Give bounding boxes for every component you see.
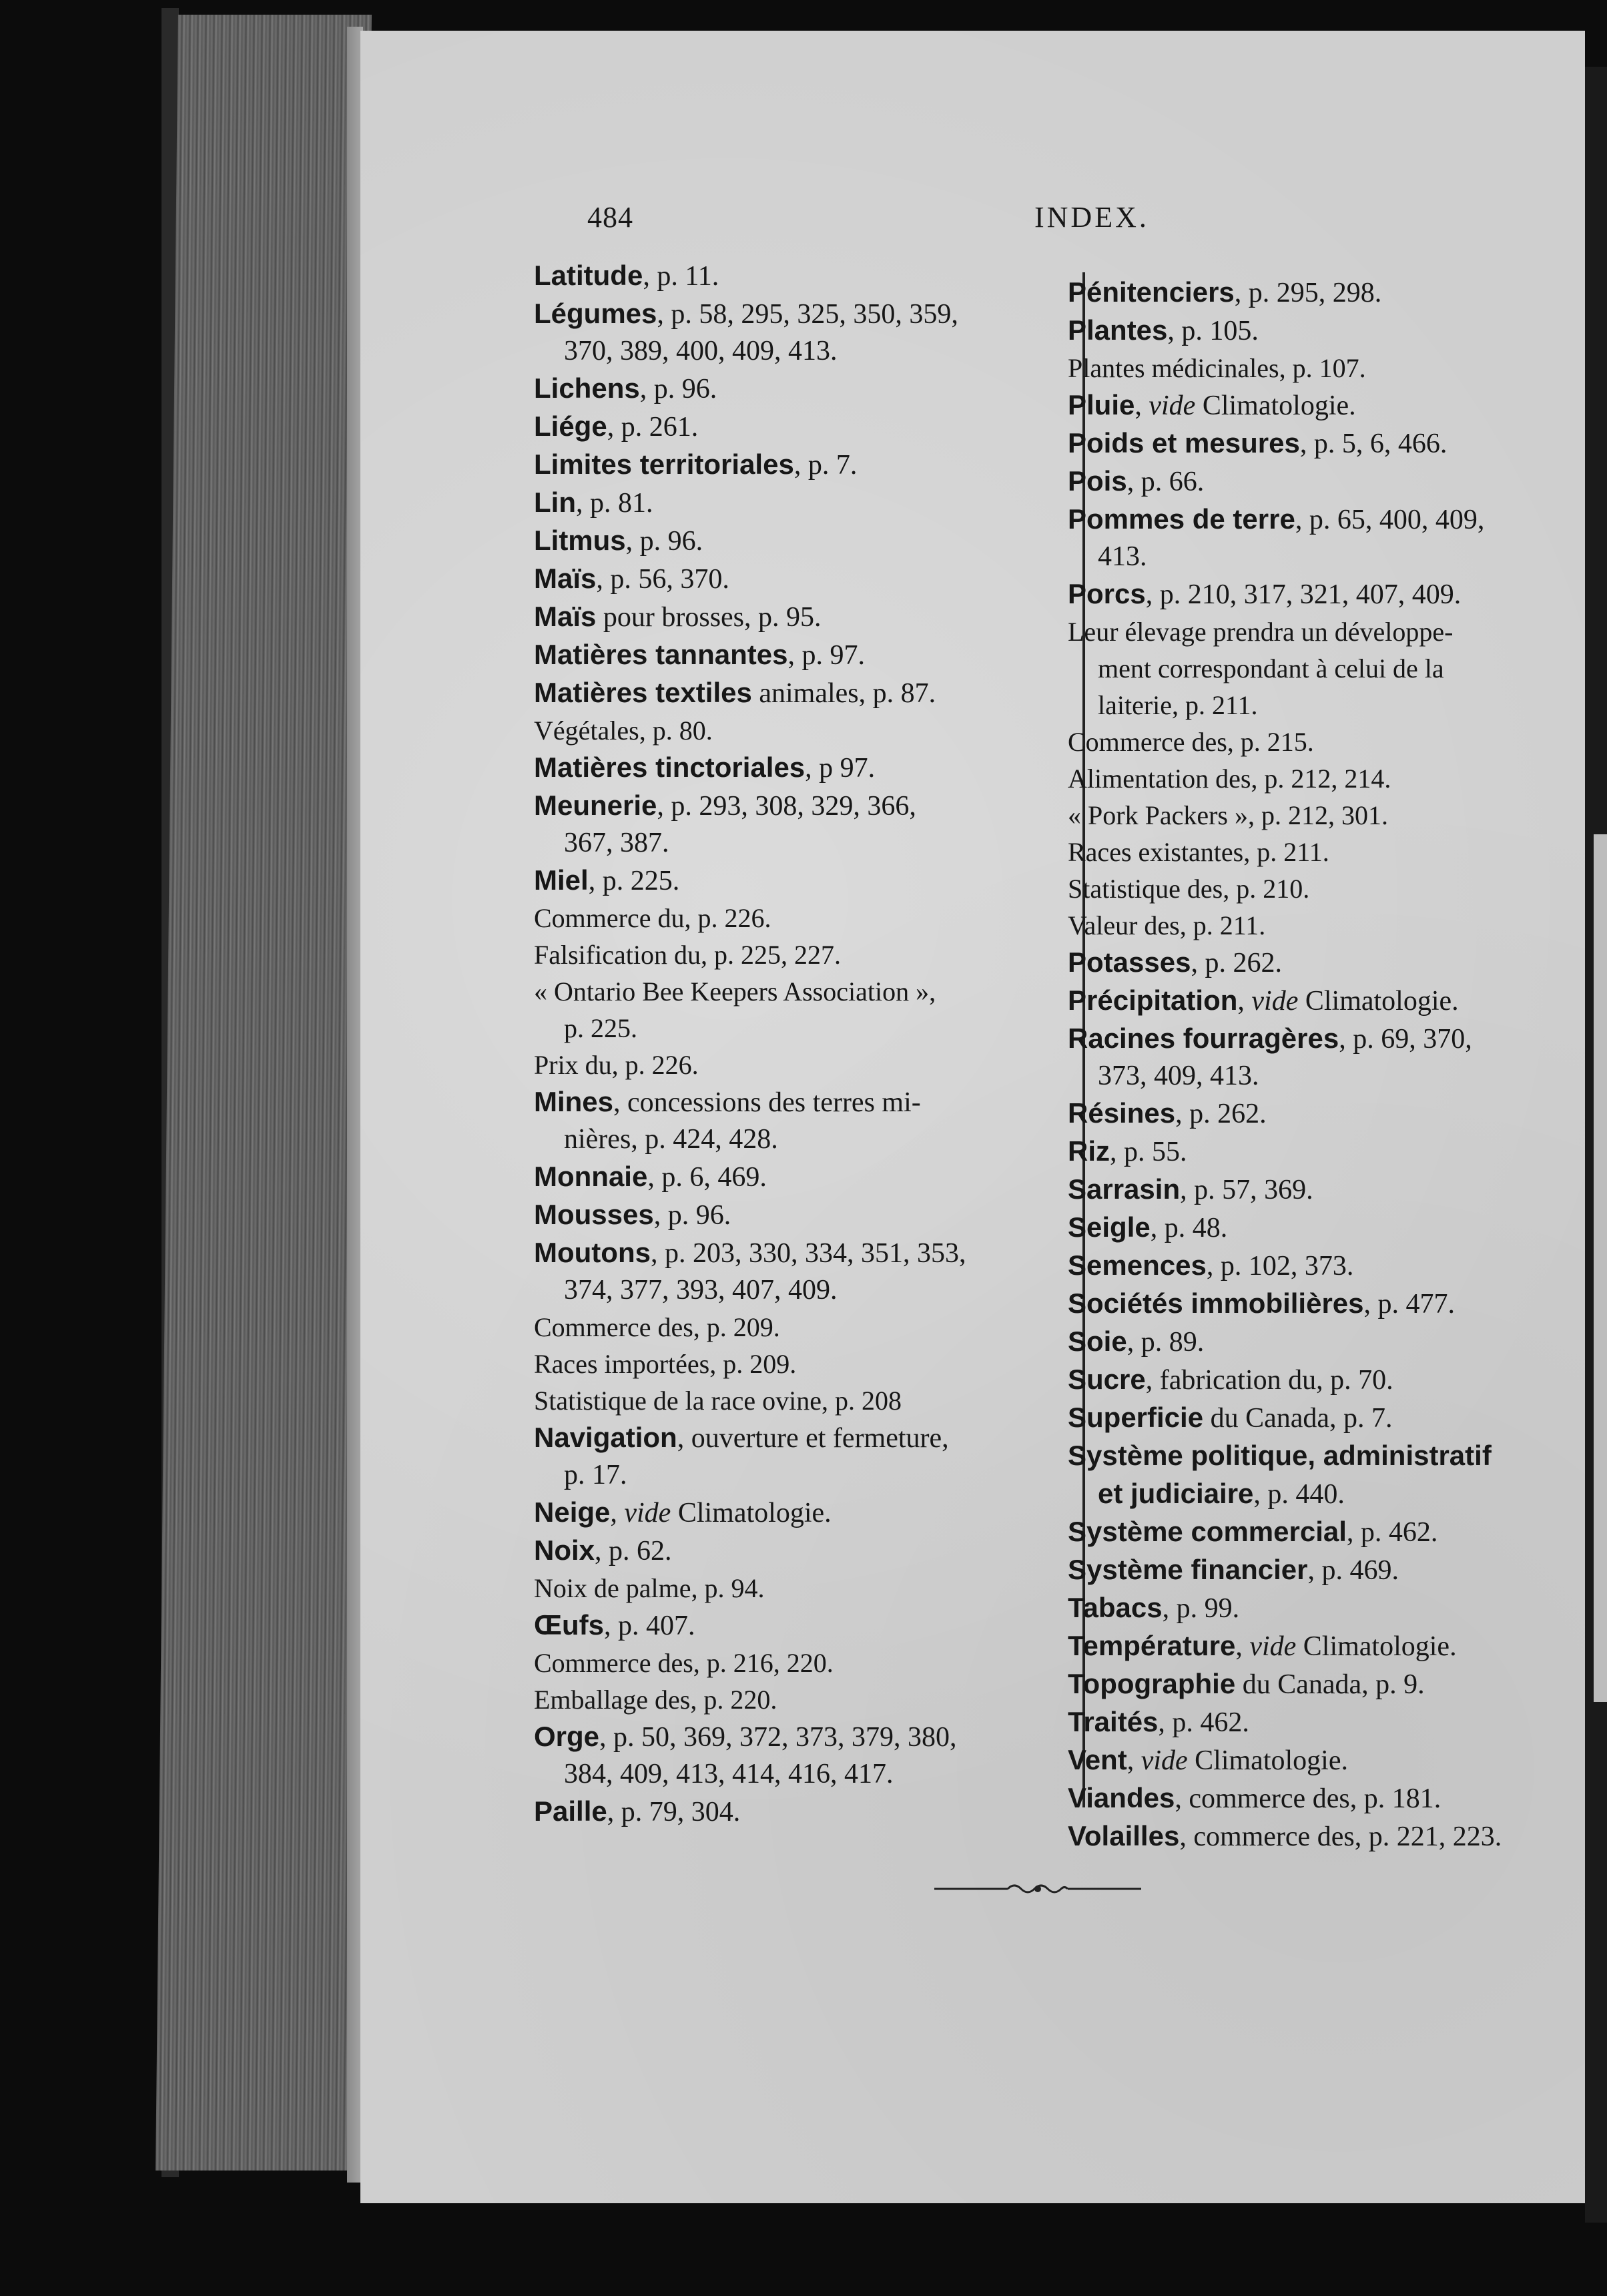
index-continuation: 373, 409, 413. [1098, 1061, 1259, 1091]
index-reference: , p. 262. [1191, 948, 1282, 978]
index-subentry: Commerce des, p. 216, 220. [534, 1648, 834, 1678]
index-entry [534, 1419, 1041, 1494]
index-keyword: Mines [534, 1086, 614, 1117]
index-keyword: Topographie [1068, 1668, 1236, 1699]
index-keyword: Orge [534, 1721, 600, 1752]
index-entry [1068, 350, 1582, 386]
index-reference: , p. 11. [643, 261, 719, 292]
index-entry [1068, 1020, 1582, 1095]
index-entry [534, 446, 1041, 484]
index-keyword: Monnaie [534, 1161, 648, 1192]
index-see-reference: vide [1141, 1745, 1188, 1776]
index-subentry: Statistique des, p. 210. [1068, 874, 1310, 904]
index-keyword: Lichens [534, 372, 640, 404]
index-entry [1068, 797, 1582, 834]
index-reference: , p. 6, 469. [647, 1162, 767, 1193]
index-entry [1068, 424, 1582, 463]
index-reference: , p. 50, 369, 372, 373, 379, 380, [599, 1722, 957, 1753]
index-reference: , p. 48. [1150, 1213, 1228, 1243]
index-entry [534, 1494, 1041, 1532]
index-reference: , p. 65, 400, 409, [1295, 505, 1485, 535]
index-entry [534, 257, 1041, 295]
index-reference: , p. 89. [1127, 1327, 1205, 1358]
index-keyword: Matières tinctoriales [534, 752, 806, 783]
index-entry [534, 1234, 1041, 1309]
index-entry [534, 1047, 1041, 1083]
index-entry [1068, 1171, 1582, 1209]
index-entry [1068, 1437, 1582, 1513]
index-reference-tail: Climatologie. [1187, 1745, 1348, 1776]
index-reference: , p. 56, 370. [596, 564, 729, 595]
index-reference: du Canada, p. 9. [1235, 1669, 1425, 1700]
index-entry [1068, 1323, 1582, 1361]
index-keyword: Viandes [1068, 1782, 1175, 1813]
index-reference: , p. 62. [595, 1536, 672, 1566]
index-continuation: ment correspondant à celui de la [1098, 653, 1444, 683]
index-keyword: Vent [1068, 1744, 1127, 1775]
index-entry [1068, 870, 1582, 907]
index-keyword: Plantes [1068, 314, 1168, 346]
index-entry [1068, 1247, 1582, 1285]
index-reference: du Canada, p. 7. [1203, 1403, 1393, 1434]
index-entry [534, 484, 1041, 522]
index-keyword: Maïs [534, 563, 597, 594]
index-keyword: Légumes [534, 298, 657, 329]
index-entry [1068, 575, 1582, 613]
index-entry [534, 1645, 1041, 1681]
index-keyword: Neige [534, 1496, 611, 1528]
index-see-reference: vide [1251, 986, 1299, 1017]
index-keyword: Système commercial [1068, 1516, 1347, 1547]
index-entry [534, 1346, 1041, 1382]
index-keyword: Noix [534, 1534, 595, 1566]
index-reference: , p. 203, 330, 334, 351, 353, [650, 1238, 966, 1269]
index-subentry: Valeur des, p. 211. [1068, 910, 1266, 940]
index-entry [534, 900, 1041, 936]
index-entry [1068, 944, 1582, 982]
index-subentry: « Ontario Bee Keepers Association », [534, 976, 936, 1007]
index-reference: , p. 99. [1162, 1593, 1240, 1624]
index-reference: , p. 57, 369. [1180, 1175, 1313, 1205]
index-keyword: Œufs [534, 1609, 604, 1641]
index-entry [1068, 274, 1582, 312]
index-subentry: Commerce des, p. 215. [1068, 727, 1314, 757]
index-reference-tail: Climatologie. [1298, 986, 1459, 1017]
index-see-reference: vide [1149, 390, 1196, 421]
index-keyword: Traités [1068, 1706, 1159, 1737]
index-keyword: Résines [1068, 1097, 1176, 1129]
index-reference: , [1237, 986, 1252, 1017]
index-reference: pour brosses, p. 95. [596, 602, 822, 633]
index-reference: , [1127, 1745, 1141, 1776]
index-reference: , p. 225. [588, 866, 680, 896]
index-keyword: Matières tannantes [534, 639, 788, 670]
index-keyword: et judiciaire [1098, 1478, 1254, 1509]
index-keyword: Semences [1068, 1249, 1207, 1281]
index-entry [1068, 1513, 1582, 1551]
index-continuation: 370, 389, 400, 409, 413. [564, 336, 838, 366]
index-reference-tail: Climatologie. [1296, 1631, 1457, 1662]
index-continuation: p. 17. [564, 1460, 627, 1490]
index-entry [1068, 312, 1582, 350]
index-reference: , p. 5, 6, 466. [1299, 428, 1448, 459]
index-continuation: laiterie, p. 211. [1098, 690, 1258, 720]
index-reference: , p. 79, 304. [607, 1797, 741, 1827]
index-keyword: Miel [534, 864, 589, 896]
index-keyword: Précipitation [1068, 984, 1238, 1016]
index-entry [534, 712, 1041, 749]
index-subentry: « Pork Packers », p. 212, 301. [1068, 800, 1388, 830]
index-keyword: Meunerie [534, 790, 657, 821]
index-keyword: Matières textiles [534, 677, 752, 708]
index-reference: , p. 440. [1253, 1479, 1345, 1510]
index-entry [534, 749, 1041, 787]
index-entry [534, 522, 1041, 560]
index-keyword: Système politique, administratif [1068, 1440, 1492, 1471]
index-continuation: 413. [1098, 541, 1147, 572]
index-keyword: Système financier [1068, 1554, 1308, 1585]
index-reference: , fabrication du, p. 70. [1145, 1365, 1393, 1396]
index-entry [1068, 1589, 1582, 1627]
index-reference: , p. 81. [575, 488, 653, 519]
index-continuation: 367, 387. [564, 828, 669, 858]
index-keyword: Limites territoriales [534, 449, 794, 480]
index-keyword: Racines fourragères [1068, 1023, 1339, 1054]
index-subentry: Races existantes, p. 211. [1068, 837, 1329, 867]
index-reference: , p. 407. [604, 1611, 695, 1641]
next-page-strip [1594, 834, 1607, 1702]
index-keyword: Riz [1068, 1135, 1110, 1167]
index-reference: , p. 105. [1167, 316, 1259, 346]
index-entry [1068, 982, 1582, 1020]
index-entry [534, 787, 1041, 862]
index-keyword: Potasses [1068, 946, 1191, 978]
index-entry [1068, 907, 1582, 944]
index-keyword: Volailles [1068, 1820, 1180, 1851]
index-entry [534, 1681, 1041, 1718]
index-entry [534, 973, 1041, 1047]
index-subentry: Plantes médicinales, p. 107. [1068, 353, 1366, 383]
index-reference: , p 97. [805, 753, 876, 784]
index-entry [1068, 1361, 1582, 1399]
index-reference: , p. 96. [639, 374, 717, 404]
index-reference: , p. 462. [1158, 1707, 1249, 1738]
index-keyword: Superficie [1068, 1402, 1204, 1433]
index-subentry: Noix de palme, p. 94. [534, 1573, 765, 1603]
index-entry [1068, 613, 1582, 724]
index-keyword: Tabacs [1068, 1592, 1163, 1623]
index-continuation [1068, 1475, 1582, 1513]
index-reference: , p. 210, 317, 321, 407, 409. [1145, 579, 1462, 610]
index-continuation: 374, 377, 393, 407, 409. [564, 1275, 838, 1306]
index-reference-tail: Climatologie. [671, 1498, 832, 1528]
index-entry [534, 1793, 1041, 1831]
index-entry [1068, 1551, 1582, 1589]
index-entry [534, 1718, 1041, 1793]
index-entry [1068, 1133, 1582, 1171]
index-reference-tail: Climatologie. [1195, 390, 1356, 421]
index-reference: , commerce des, p. 221, 223. [1179, 1821, 1502, 1852]
index-reference: , p. 66. [1127, 467, 1205, 497]
index-entry [534, 1532, 1041, 1570]
index-entry [1068, 1399, 1582, 1437]
index-entry [534, 598, 1041, 636]
index-entry [1068, 1665, 1582, 1703]
end-ornament-icon [934, 1881, 1141, 1897]
index-reference: , p. 293, 308, 329, 366, [657, 791, 916, 822]
index-keyword: Lin [534, 487, 576, 518]
index-subentry: Végétales, p. 80. [534, 715, 713, 746]
index-keyword: Maïs [534, 601, 597, 632]
index-entry [534, 674, 1041, 712]
index-reference: , p. 261. [607, 412, 699, 443]
index-reference: , p. 96. [625, 526, 703, 557]
index-entry [534, 560, 1041, 598]
index-entry [1068, 760, 1582, 797]
index-see-reference: vide [624, 1498, 671, 1528]
index-keyword: Latitude [534, 260, 643, 291]
index-keyword: Seigle [1068, 1211, 1151, 1243]
index-continuation: nières, p. 424, 428. [564, 1124, 778, 1155]
index-reference: , p. 102, 373. [1206, 1251, 1354, 1281]
index-entry [1068, 501, 1582, 575]
index-see-reference: vide [1249, 1631, 1297, 1662]
index-keyword: Sucre [1068, 1364, 1146, 1395]
index-entry [534, 1083, 1041, 1158]
index-subentry: Commerce des, p. 209. [534, 1312, 780, 1342]
index-entry [534, 1570, 1041, 1607]
index-reference: , p. 55. [1110, 1137, 1187, 1167]
index-keyword: Température [1068, 1630, 1236, 1661]
index-entry [534, 1158, 1041, 1196]
index-keyword: Navigation [534, 1422, 677, 1453]
index-keyword: Sociétés immobilières [1068, 1287, 1364, 1319]
index-entry [534, 295, 1041, 370]
index-entry [1068, 1703, 1582, 1741]
index-subentry: Prix du, p. 226. [534, 1050, 699, 1080]
index-entry [1068, 1209, 1582, 1247]
index-entry [1068, 1095, 1582, 1133]
index-keyword: Soie [1068, 1326, 1127, 1357]
index-entry [534, 1607, 1041, 1645]
index-continuation: 384, 409, 413, 414, 416, 417. [564, 1759, 894, 1789]
index-keyword: Paille [534, 1795, 607, 1827]
index-reference: , p. 7. [793, 450, 858, 481]
index-keyword: Liége [534, 410, 607, 442]
index-entry [1068, 834, 1582, 870]
index-column-right [1068, 274, 1582, 1855]
index-column-left [534, 257, 1041, 1831]
index-reference: , p. 69, 370, [1339, 1024, 1472, 1055]
index-subentry: Leur élevage prendra un développe- [1068, 617, 1454, 647]
index-entry [1068, 1779, 1582, 1817]
index-entry [534, 862, 1041, 900]
index-reference: , commerce des, p. 181. [1175, 1783, 1441, 1814]
index-keyword: Pommes de terre [1068, 503, 1295, 535]
index-entry [534, 370, 1041, 408]
index-reference: , ouverture et fermeture, [677, 1423, 949, 1454]
index-keyword: Litmus [534, 525, 626, 556]
index-entry [1068, 386, 1582, 424]
index-entry [1068, 1817, 1582, 1855]
index-subentry: Statistique de la race ovine, p. 208 [534, 1386, 902, 1416]
index-subentry: Commerce du, p. 226. [534, 903, 771, 933]
index-subentry: Falsification du, p. 225, 227. [534, 940, 841, 970]
page-stack-edge [155, 15, 372, 2171]
index-entry [1068, 724, 1582, 760]
index-reference: , p. 295, 298. [1234, 278, 1382, 308]
index-entry [534, 1196, 1041, 1234]
index-subentry: Races importées, p. 209. [534, 1349, 797, 1379]
index-reference: , p. 462. [1346, 1517, 1438, 1548]
index-keyword: Pois [1068, 465, 1127, 497]
index-reference: , p. 97. [787, 640, 865, 671]
page-number: 484 [587, 201, 633, 234]
index-reference: , concessions des terres mi- [613, 1087, 921, 1118]
index-entry [534, 408, 1041, 446]
index-reference: , p. 58, 295, 325, 350, 359, [657, 299, 958, 330]
index-entry [1068, 1627, 1582, 1665]
index-reference: , [610, 1498, 625, 1528]
index-reference: animales, p. 87. [751, 678, 936, 709]
index-entry [1068, 463, 1582, 501]
index-continuation: p. 225. [564, 1013, 637, 1043]
index-reference: , p. 469. [1307, 1555, 1399, 1586]
index-keyword: Pénitenciers [1068, 276, 1235, 308]
index-entry [534, 1382, 1041, 1419]
index-subentry: Alimentation des, p. 212, 214. [1068, 764, 1391, 794]
running-head: INDEX. [1034, 201, 1149, 234]
index-reference: , p. 96. [653, 1200, 731, 1231]
index-reference: , p. 477. [1363, 1289, 1456, 1320]
index-keyword: Mousses [534, 1199, 654, 1230]
index-reference: , [1235, 1631, 1250, 1662]
index-entry [1068, 1285, 1582, 1323]
index-entry [534, 936, 1041, 973]
index-entry [1068, 1741, 1582, 1779]
index-keyword: Moutons [534, 1237, 651, 1268]
index-keyword: Porcs [1068, 578, 1146, 609]
index-keyword: Poids et mesures [1068, 427, 1300, 459]
index-reference: , [1135, 390, 1149, 421]
index-reference: , p. 262. [1175, 1099, 1267, 1129]
index-keyword: Pluie [1068, 389, 1135, 420]
index-entry [534, 1309, 1041, 1346]
index-keyword: Sarrasin [1068, 1173, 1181, 1205]
index-entry [534, 636, 1041, 674]
index-subentry: Emballage des, p. 220. [534, 1685, 777, 1715]
